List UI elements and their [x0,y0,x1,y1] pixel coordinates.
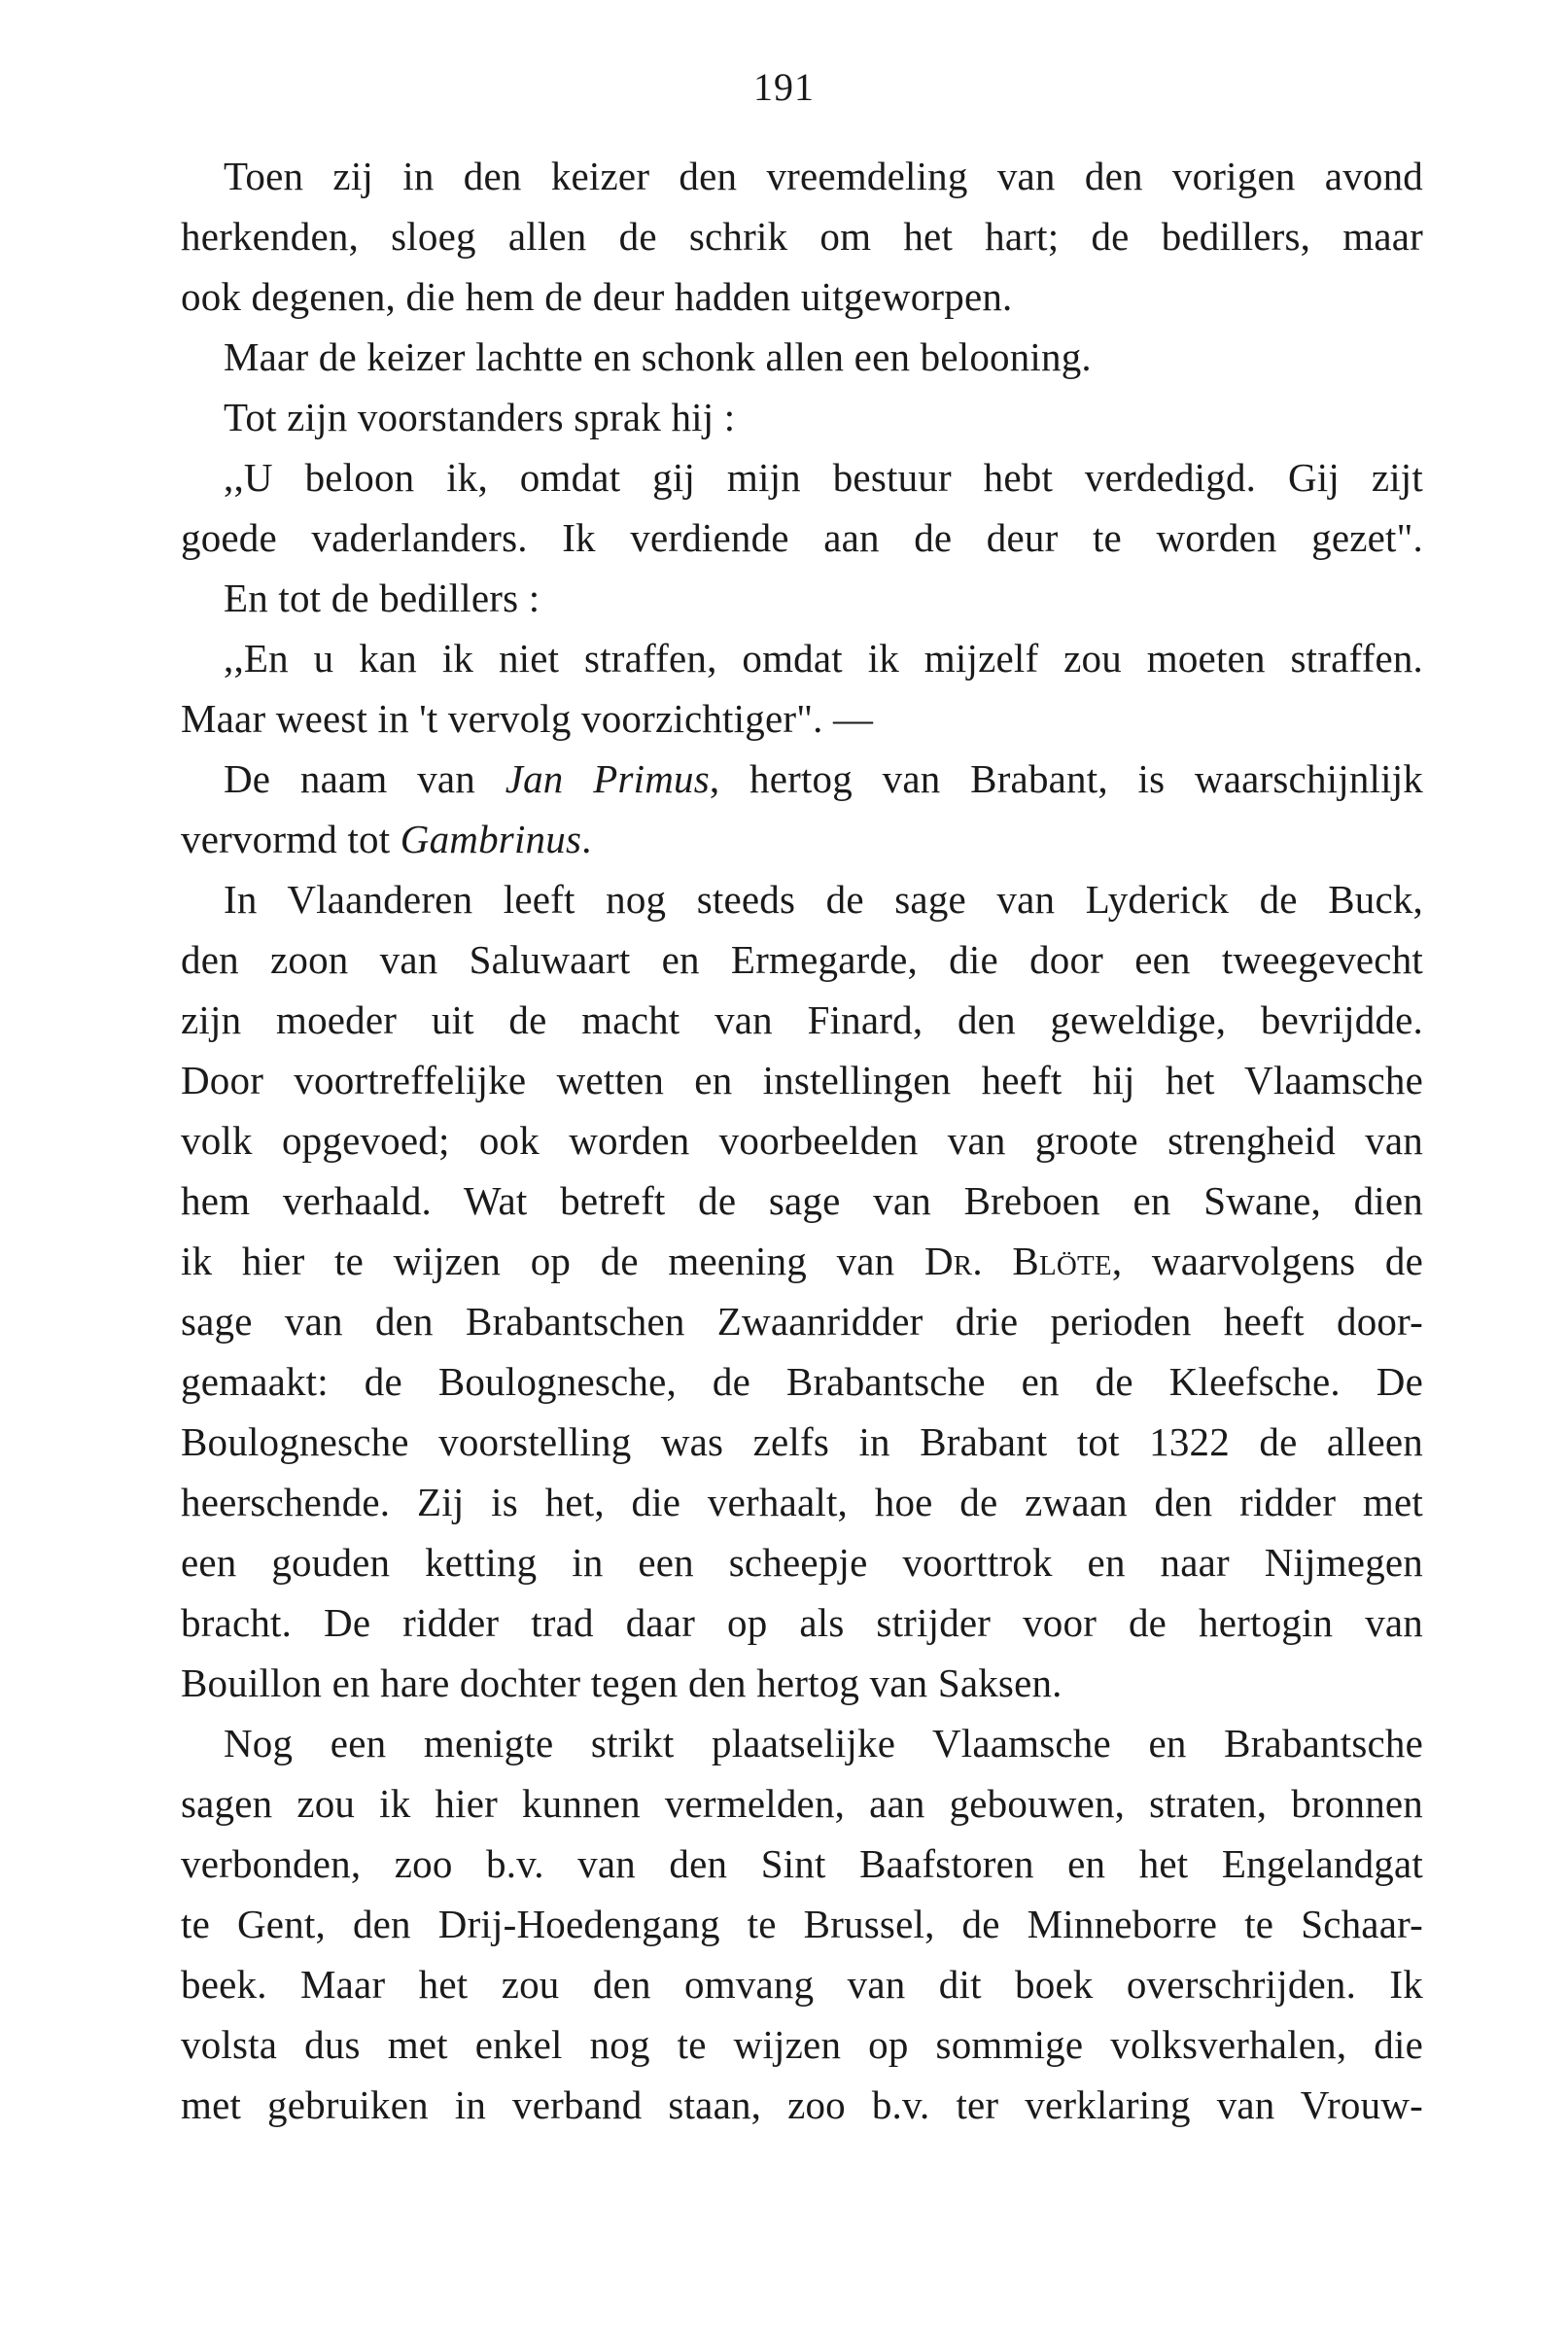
lyderick-paragraph-continued [181,1291,1423,1713]
text-line-blote [181,1231,1423,1291]
text-line: Boulognesche voorstelling was zelfs in Brabant tot 1322 de alleen [181,1419,1423,1464]
line-text: ik hier te wijzen op de meening van [181,1239,924,1283]
text-line: ,,U beloon ik, omdat gij mijn bestuur hebt verdedigd. Gij zijt [224,455,1423,500]
text-line: Bouillon en hare dochter tegen den hertog van Saksen. [181,1660,1063,1705]
text-line: volsta dus met enkel nog te wijzen op sommige volksverhalen, die [181,2022,1423,2067]
dialogue-paragraphs [181,146,1423,749]
text-line: hem verhaald. Wat betreft de sage van Breboen en Swane, dien [181,1178,1423,1223]
text-line: Maar de keizer lachtte en schonk allen een belooning. [224,334,1092,379]
lyderick-paragraph [181,869,1423,1231]
page-number: 191 [753,65,815,109]
text-line: bracht. De ridder trad daar op als strijder voor de hertogin van [181,1600,1423,1645]
text-line: een gouden ketting in een scheepje voorttrok en naar Nijmegen [181,1540,1423,1585]
sagen-paragraph [181,1713,1423,2135]
text-line: beek. Maar het zou den omvang van dit boek overschrijden. Ik [181,1962,1423,2007]
line-text: vervormd tot [181,817,401,861]
text-line: goede vaderlanders. Ik verdiende aan de deur te worden gezet". [181,515,1423,560]
line-text: . [581,817,592,861]
text-line: met gebruiken in verband staan, zoo b.v. ter verklaring van Vrouw- [181,2082,1423,2127]
text-line: verbonden, zoo b.v. van den Sint Baafstoren en het Engelandgat [181,1841,1423,1886]
text-line: sagen zou ik hier kunnen vermelden, aan gebouwen, straten, bronnen [181,1781,1423,1826]
text-line: heerschende. Zij is het, die verhaalt, hoe de zwaan den ridder met [181,1480,1423,1524]
author-title: Dr. [923,1239,983,1283]
text-line-gambrinus-1 [181,749,1423,809]
line-text: , hertog van Brabant, is waarschijnlijk [709,756,1423,801]
text-line: sage van den Brabantschen Zwaanridder drie perioden heeft door- [181,1299,1423,1344]
text-line: In Vlaanderen leeft nog steeds de sage van Lyderick de Buck, [224,877,1423,922]
text-line: Maar weest in 't vervolg voorzichtiger". — [181,696,874,741]
text-line: Toen zij in den keizer den vreemdeling van den vorigen avond [224,154,1423,198]
text-line: Tot zijn voorstanders sprak hij : [224,395,736,439]
author-name: Blöte [1012,1239,1112,1283]
text-line: zijn moeder uit de macht van Finard, den geweldige, bevrijdde. [181,997,1423,1042]
body-text [181,146,1423,2135]
text-line: Door voortreffelijke wetten en instellingen heeft hij het Vlaamsche [181,1058,1423,1102]
text-line: gemaakt: de Boulognesche, de Brabantsche en de Kleefsche. De [181,1359,1423,1404]
text-line: herkenden, sloeg allen de schrik om het hart; de bedillers, maar [181,214,1423,259]
text-line: ook degenen, die hem de deur hadden uitgeworpen. [181,274,1013,319]
text-line: Nog een menigte strikt plaatselijke Vlaamsche en Brabantsche [224,1721,1423,1765]
text-line-gambrinus-2 [181,809,1423,869]
text-line: den zoon van Saluwaart en Ermegarde, die door een tweegevecht [181,937,1423,982]
text-line: ,,En u kan ik niet straffen, omdat ik mijzelf zou moeten straffen. [224,636,1423,681]
name-gambrinus: Gambrinus [400,817,582,861]
line-text: De naam van [224,756,505,801]
text-line: En tot de bedillers : [224,576,540,620]
name-jan-primus: Jan Primus [505,756,710,801]
text-line: te Gent, den Drij-Hoedengang te Brussel, de Minneborre te Schaar- [181,1902,1423,1946]
text-line: volk opgevoed; ook worden voorbeelden van groote strengheid van [181,1118,1423,1163]
line-text: , waarvolgens de [1111,1239,1423,1283]
